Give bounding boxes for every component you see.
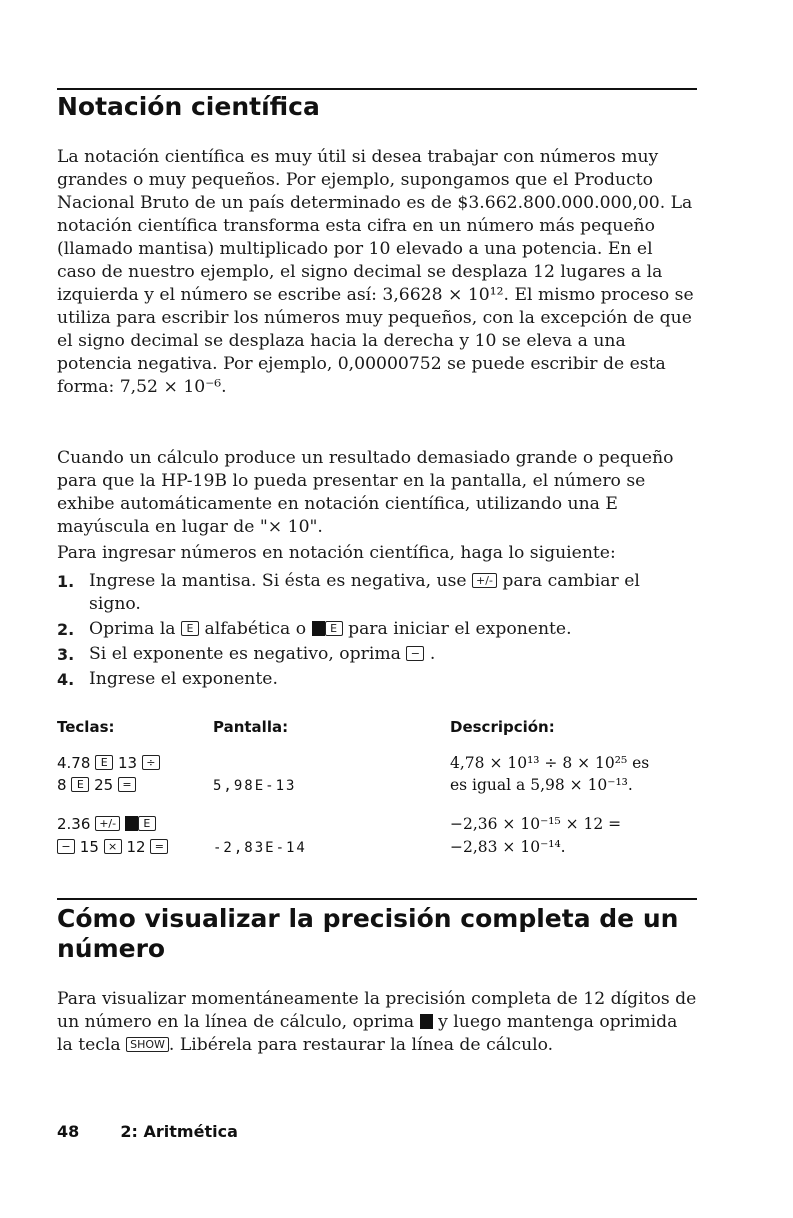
equals-key-icon: = (118, 777, 136, 792)
paragraph-2-block (57, 447, 697, 539)
section2-paragraph (57, 988, 697, 1057)
step-text: . (429, 644, 436, 664)
step-4 (57, 668, 697, 691)
e-key-icon: E (181, 621, 199, 636)
paragraph-1: La notación científica es muy útil si desea trabajar con números muy grandes o muy pequeños. Por ejemplo, supongamos que el Producto Nacional Bruto de un país determinado es de $3.662.800.000.000,00. La notación científica transforma esta cifra en un número más pequeño (llamado mantisa) multiplicado por 10 elevado a una potencia. En el caso de nuestro ejemplo, el signo decimal se desplaza 12 lugares a la izquierda y el número se escribe así: 3,6628 × 10¹². El mismo proceso se utiliza para escribir los números muy pequeños, con la excepción de que el signo decimal se desplaza hacia la derecha y 10 se eleva a una potencia negativa. Por ejemplo, 0,00000752 se puede escribir de esta forma: 7,52 × 10⁻⁶. (57, 147, 694, 397)
page-footer (57, 1122, 238, 1141)
paragraph-3: Para ingresar números en notación científica, haga lo siguiente: (57, 543, 616, 563)
example1-display: 5,98E-13 (213, 778, 297, 794)
text-part: . Libérela para restaurar la línea de cálculo. (168, 1035, 554, 1055)
key-text: 12 (126, 838, 146, 856)
shift-key-icon (420, 1014, 433, 1029)
intro-paragraph (57, 146, 697, 399)
example2-description-line1: −2,36 × 10⁻¹⁵ × 12 = (450, 815, 622, 833)
step-text: Ingrese la mantisa. Si ésta es negativa, use (89, 571, 467, 591)
chapter-title: 2: Aritmética (120, 1122, 238, 1141)
change-sign-key-icon: +/- (472, 573, 497, 588)
multiply-key-icon: × (104, 839, 122, 854)
key-text: 2.36 (57, 815, 91, 833)
step-text: para iniciar el exponente. (348, 619, 572, 639)
key-text: 25 (94, 776, 114, 794)
text-part: Para visualizar momentáneamente la precisión completa de 12 dígitos de un número en la línea de cálculo, oprima (57, 989, 697, 1032)
minus-key-icon: − (406, 646, 424, 661)
step-number: 1. (57, 572, 75, 591)
shift-key-icon (125, 816, 138, 831)
text-part: y luego mantenga oprimida la tecla (57, 1012, 678, 1055)
step-text: para cambiar el signo. (89, 571, 640, 614)
column-header-description: Descripción: (450, 718, 555, 736)
paragraph-3-block (57, 542, 697, 565)
step-number: 3. (57, 645, 75, 664)
example2-keys-line1 (57, 813, 156, 835)
step-text: Si el exponente es negativo, oprima (89, 644, 401, 664)
show-key-icon: SHOW (126, 1037, 169, 1052)
key-text: 8 (57, 776, 67, 794)
example1-keys-line1 (57, 752, 160, 774)
steps-list (57, 570, 697, 693)
section2-rule (57, 898, 697, 900)
e-key-icon: E (95, 755, 113, 770)
example1-description-line1: 4,78 × 10¹³ ÷ 8 × 10²⁵ es (450, 754, 650, 772)
e-key-icon: E (325, 621, 343, 636)
column-header-display: Pantalla: (213, 718, 289, 736)
change-sign-key-icon: +/- (95, 816, 120, 831)
section-title-scientific-notation: Notación científica (57, 92, 320, 121)
paragraph-2: Cuando un cálculo produce un resultado demasiado grande o pequeño para que la HP-19B lo pueda presentar en la pantalla, el número se exhibe automáticamente en notación científica, utilizando una E mayúscula en lugar de "× 10". (57, 448, 674, 537)
shift-key-icon (312, 621, 325, 636)
key-text: 4.78 (57, 754, 91, 772)
example2-keys-line2 (57, 836, 168, 858)
key-text: 13 (117, 754, 138, 772)
example2-display: -2,83E-14 (213, 840, 307, 856)
step-2 (57, 618, 697, 641)
example1-keys-line2 (57, 774, 136, 796)
step-text: Ingrese el exponente. (89, 669, 278, 689)
column-header-keys: Teclas: (57, 718, 115, 736)
page-number: 48 (57, 1122, 80, 1141)
section2-text (57, 988, 697, 1057)
example1-description-line2: es igual a 5,98 × 10⁻¹³. (450, 776, 633, 794)
step-text: alfabética o (204, 619, 307, 639)
example2-description-line2: −2,83 × 10⁻¹⁴. (450, 838, 566, 856)
equals-key-icon: = (150, 839, 168, 854)
e-key-icon: E (138, 816, 156, 831)
minus-key-icon: − (57, 839, 75, 854)
section-title-full-precision: Cómo visualizar la precisión completa de un número (57, 904, 679, 963)
top-rule (57, 88, 697, 90)
step-number: 2. (57, 620, 75, 639)
e-key-icon: E (71, 777, 89, 792)
divide-key-icon: ÷ (142, 755, 160, 770)
key-text: 15 (79, 838, 99, 856)
step-number: 4. (57, 670, 75, 689)
step-1 (57, 570, 697, 616)
step-text: Oprima la (89, 619, 176, 639)
step-3 (57, 643, 697, 666)
